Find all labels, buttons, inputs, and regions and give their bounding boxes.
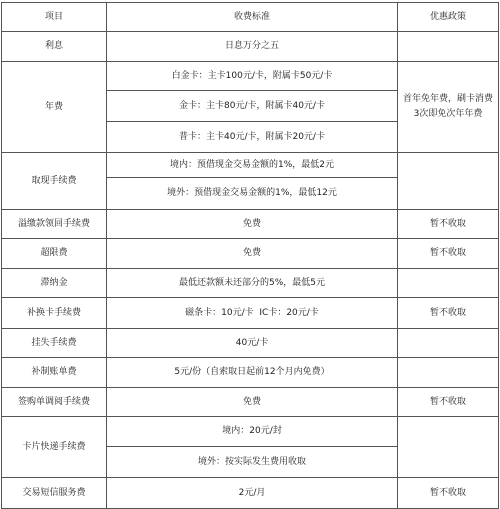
header-item: 项目 [2, 3, 107, 32]
row-overpayment [2, 210, 499, 239]
over-limit-policy: 暂不收取 [398, 239, 499, 269]
header-standard: 收费标准 [107, 3, 398, 32]
cash-advance-overseas: 境外：预借现金交易金额的1%，最低12元 [107, 178, 398, 210]
card-replacement-standard: 磁条卡：10元/卡 IC卡：20元/卡 [107, 298, 398, 329]
row-card-replacement [2, 298, 499, 329]
cash-advance-domestic: 境内：预借现金交易金额的1%，最低2元 [107, 153, 398, 178]
header-row [2, 3, 499, 32]
card-express-item: 卡片快递手续费 [2, 417, 107, 478]
annual-fee-item: 年费 [2, 62, 107, 153]
row-late-fee [2, 269, 499, 298]
cash-advance-item: 取现手续费 [2, 153, 107, 210]
fee-table [1, 2, 499, 509]
slip-copy-item: 签购单调阅手续费 [2, 388, 107, 417]
row-over-limit [2, 239, 499, 269]
header-policy: 优惠政策 [398, 3, 499, 32]
late-fee-standard: 最低还款额未还部分的5%，最低5元 [107, 269, 398, 298]
row-lost-report [2, 329, 499, 358]
interest-item: 利息 [2, 32, 107, 62]
row-sms-service [2, 478, 499, 509]
statement-reissue-item: 补制账单费 [2, 358, 107, 388]
card-express-overseas: 境外：按实际发生费用收取 [107, 447, 398, 478]
row-interest [2, 32, 499, 62]
lost-report-standard: 40元/卡 [107, 329, 398, 358]
sms-service-item: 交易短信服务费 [2, 478, 107, 509]
card-express-policy [398, 417, 499, 478]
statement-reissue-policy [398, 358, 499, 388]
statement-reissue-standard: 5元/份（自索取日起前12个月内免费） [107, 358, 398, 388]
row-card-express-domestic [2, 417, 499, 447]
cash-advance-policy [398, 153, 499, 210]
overpayment-policy: 暂不收取 [398, 210, 499, 239]
slip-copy-policy: 暂不收取 [398, 388, 499, 417]
row-slip-copy [2, 388, 499, 417]
lost-report-item: 挂失手续费 [2, 329, 107, 358]
late-fee-item: 滞纳金 [2, 269, 107, 298]
card-express-domestic: 境内：20元/封 [107, 417, 398, 447]
interest-standard: 日息万分之五 [107, 32, 398, 62]
card-replacement-item: 补换卡手续费 [2, 298, 107, 329]
overpayment-standard: 免费 [107, 210, 398, 239]
sms-service-policy: 暂不收取 [398, 478, 499, 509]
row-statement-reissue [2, 358, 499, 388]
card-replacement-policy: 暂不收取 [398, 298, 499, 329]
over-limit-standard: 免费 [107, 239, 398, 269]
late-fee-policy [398, 269, 499, 298]
annual-fee-policy: 首年免年费，刷卡消费3次即免次年年费 [398, 62, 499, 153]
sms-service-standard: 2元/月 [107, 478, 398, 509]
overpayment-item: 溢缴款领回手续费 [2, 210, 107, 239]
annual-fee-platinum: 白金卡：主卡100元/卡，附属卡50元/卡 [107, 62, 398, 91]
row-annual-fee-platinum [2, 62, 499, 91]
interest-policy [398, 32, 499, 62]
row-cash-advance-domestic [2, 153, 499, 178]
slip-copy-standard: 免费 [107, 388, 398, 417]
lost-report-policy [398, 329, 499, 358]
over-limit-item: 超限费 [2, 239, 107, 269]
annual-fee-standard-card: 普卡：主卡40元/卡，附属卡20元/卡 [107, 122, 398, 153]
annual-fee-gold: 金卡：主卡80元/卡，附属卡40元/卡 [107, 91, 398, 122]
